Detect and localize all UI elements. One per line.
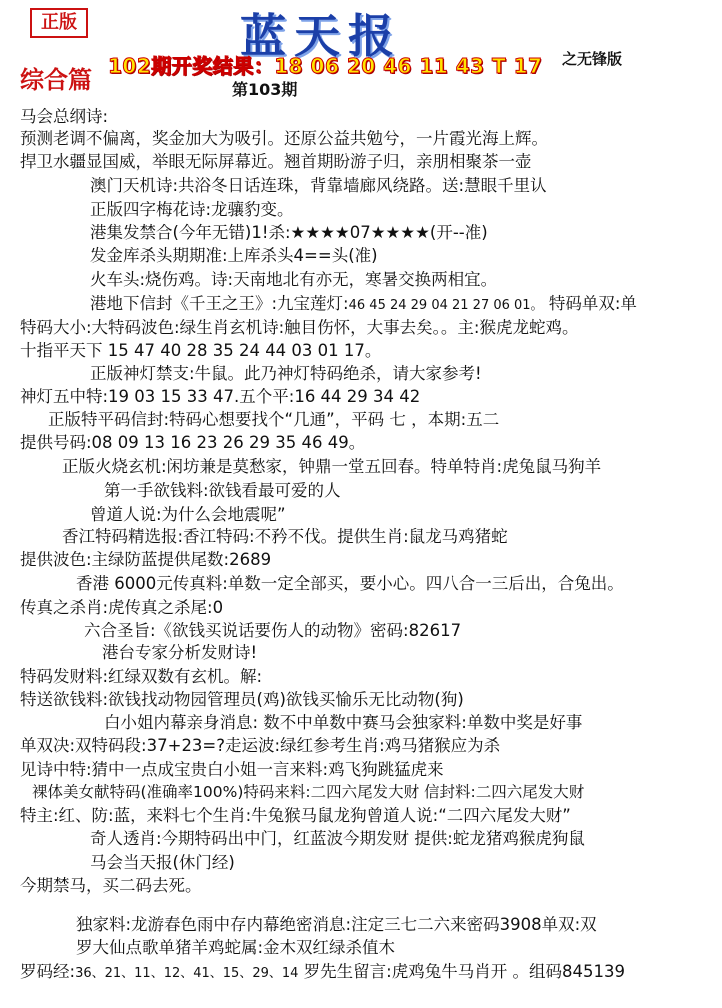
- text-line: 捍卫水疆显国威，举眼无际屏幕近。翘首期盼游子归，亲朋相聚茶一壶: [20, 152, 532, 171]
- envelope-tail: 特码单双:单: [548, 294, 637, 313]
- edition-badge: 正版: [30, 8, 88, 38]
- text-line: 特码大小:大特码波色:绿生肖玄机诗:触目伤怀，大事去矣。。主:猴虎龙蛇鸡。: [20, 318, 579, 337]
- text-line: 香江特码精选报:香江特码:不矜不伐。提供生肖:鼠龙马鸡猪蛇: [62, 527, 508, 546]
- text-line: 发金库杀头期期准:上库杀头4==头(准): [90, 246, 378, 265]
- text-line: 神灯五中特:19 03 15 33 47.五个平:16 44 29 34 42: [20, 387, 421, 406]
- issue-number: 第103期: [232, 80, 298, 99]
- text-line: 正版四字梅花诗:龙骧豹变。: [90, 200, 294, 219]
- text-line: [20, 962, 625, 984]
- text-line: 特主:红、防:蓝，来料七个生肖:牛兔猴马鼠龙狗曾道人说:“二四六尾发大财”: [20, 806, 571, 825]
- text-line: 第一手欲钱料:欲钱看最可爱的人: [104, 481, 341, 500]
- text-line: 特送欲钱料:欲钱找动物园管理员(鸡)欲钱买愉乐无比动物(狗): [20, 690, 464, 709]
- text-line: 提供波色:主绿防蓝提供尾数:2689: [20, 550, 272, 569]
- text-line: 马会当天报(休门经): [90, 853, 235, 872]
- text-line: 港台专家分析发财诗!: [102, 643, 258, 662]
- text-line: 独家料:龙游春色雨中存内幕绝密消息:注定三七二六来密码3908单双:双: [76, 915, 597, 934]
- text-line: 火车头:烧伤鸡。诗:天南地北有亦无，寒暑交换两相宜。: [90, 270, 498, 289]
- text-line: 正版特平码信封:特码心想要找个“几通”，平码 七 ，本期:五二: [48, 410, 500, 429]
- text-line: 今期禁马，买二码去死。: [20, 876, 202, 895]
- text-line: 曾道人说:为什么会地震呢”: [90, 505, 286, 524]
- text-line: [90, 294, 637, 316]
- text-line: 传真之杀肖:虎传真之杀尾:0: [20, 598, 224, 617]
- text-line: 提供号码:08 09 13 16 23 26 29 35 46 49。: [20, 433, 366, 452]
- text-line: 单双决:双特码段:37+23=?走运波:绿红参考生肖:鸡马猪猴应为杀: [20, 736, 501, 755]
- luo-code-label: 罗码经:: [20, 962, 76, 981]
- envelope-numbers: 46 45 24 29 04 21 27 06 01。: [348, 298, 544, 313]
- draw-result-banner: 102期开奖结果：18 06 20 46 11 43 T 17: [108, 54, 543, 78]
- text-line: 六合圣旨:《欲钱买说话要伤人的动物》密码:82617: [84, 621, 462, 640]
- text-line: 见诗中特:猜中一点成宝贵白小姐一言来料:鸡飞狗跳猛虎来: [20, 760, 444, 779]
- text-line: 罗大仙点歌单猪羊鸡蛇属:金木双红绿杀值木: [76, 938, 396, 957]
- text-line: 香港 6000元传真料:单数一定全部买，要小心。四八合一三后出，合兔出。: [76, 574, 624, 593]
- text-line: 港集发禁合(今年无错)1!杀:★★★★07★★★★(开--准): [90, 223, 488, 242]
- text-line: 马会总纲诗:: [20, 107, 109, 126]
- text-line: 裸体美女献特码(准确率100%)特码来料:二四六尾发大财 信封料:二四六尾发大财: [32, 783, 585, 801]
- text-line: 正版火烧玄机:闲坊兼是莫愁家，钟鼎一堂五回春。特单特肖:虎兔鼠马狗羊: [62, 457, 602, 476]
- text-line: 特码发财料:红绿双数有玄机。解:: [20, 667, 263, 686]
- text-line: 奇人透肖:今期特码出中门，红蓝波今期发财 提供:蛇龙猪鸡猴虎狗鼠: [90, 829, 585, 848]
- envelope-label: 港地下信封《千王之王》:九宝莲灯:: [90, 294, 349, 313]
- newspaper-title: 蓝天报: [240, 9, 402, 63]
- text-line: 预测老调不偏离，奖金加大为吸引。还原公益共勉兮，一片霞光海上辉。: [20, 129, 548, 148]
- luo-code-numbers: 36、21、11、12、41、15、29、14: [75, 966, 299, 981]
- text-line: 正版神灯禁支:牛鼠。此乃神灯特码绝杀，请大家参考!: [90, 364, 482, 383]
- text-line: 白小姐内幕亲身消息: 数不中单数中赛马会独家料:单数中奖是好事: [104, 713, 583, 732]
- text-line: 澳门天机诗:共浴冬日话连珠，背靠墙廊风绕路。送:慧眼千里认: [90, 176, 547, 195]
- luo-message: 罗先生留言:虎鸡兔牛马肖开 。组码845139: [303, 962, 625, 981]
- section-title: 综合篇: [20, 66, 92, 94]
- edition-label: 之无锋版: [562, 50, 623, 68]
- text-line: 十指平天下 15 47 40 28 35 24 44 03 01 17。: [20, 341, 382, 360]
